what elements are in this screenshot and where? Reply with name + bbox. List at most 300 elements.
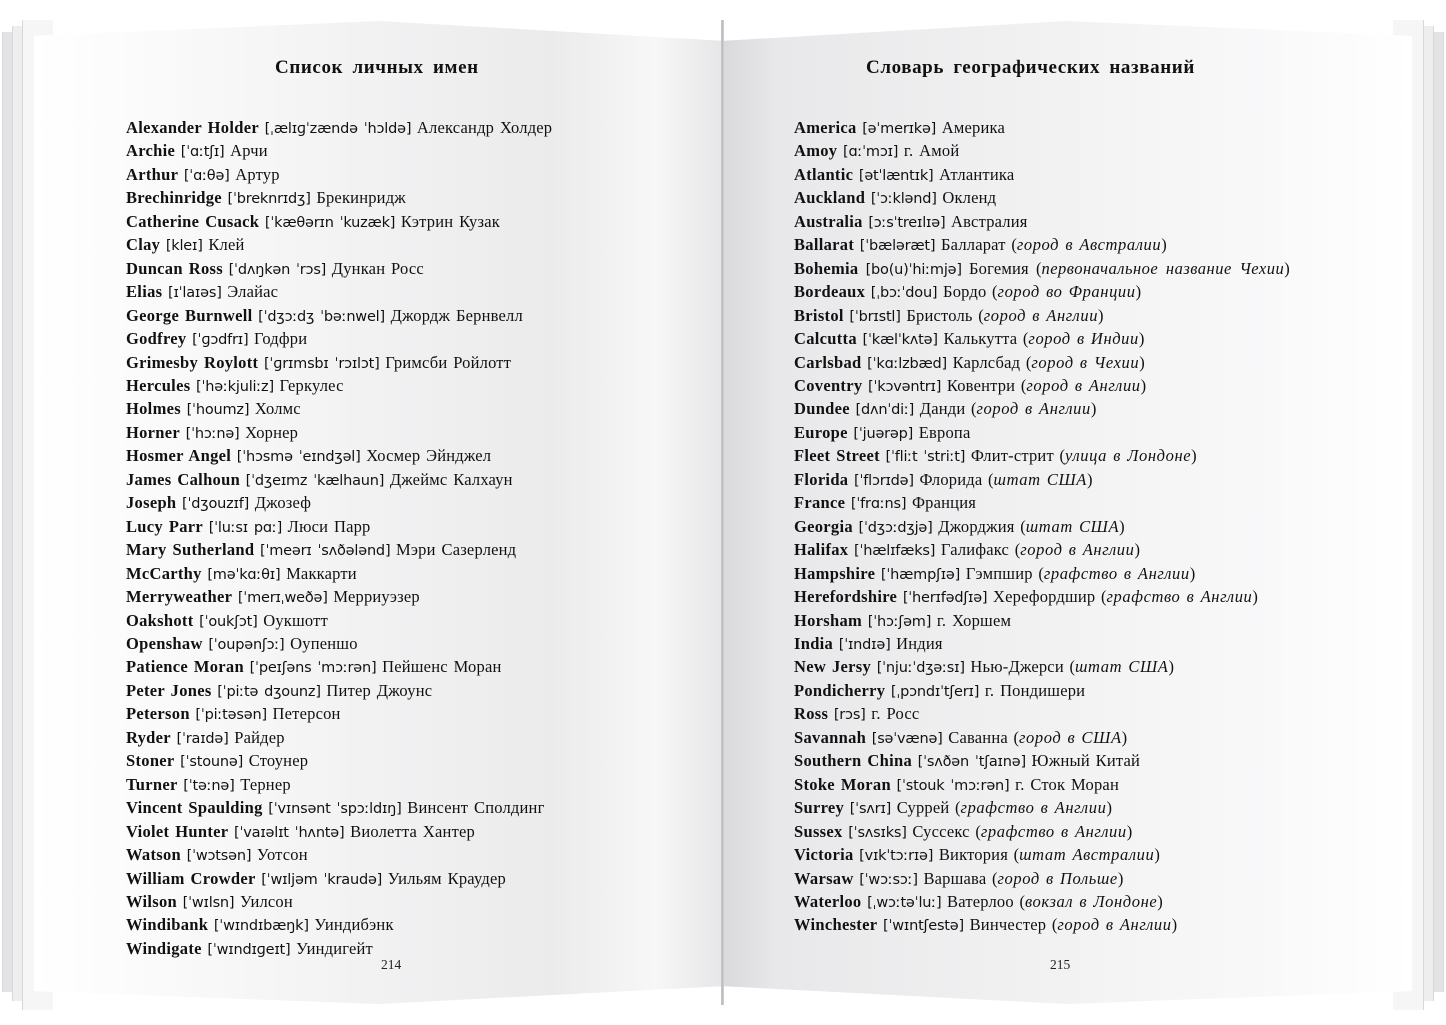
entry-term: Bohemia	[794, 258, 859, 278]
entry-transcription: [ˈdʒeɪmz ˈkælhaun]	[245, 472, 385, 489]
entry-term: Horner	[126, 422, 181, 442]
dictionary-entry	[126, 539, 686, 562]
dictionary-entry: Sussex [ˈsʌsɪks] Суссекс (графство в Англии)	[794, 821, 1133, 841]
entry-term: Catherine Cusack	[126, 211, 260, 231]
entry-term: Arthur	[126, 164, 179, 184]
entry-transcription: [ˈflɔrɪdə]	[853, 472, 914, 489]
dictionary-entry	[794, 164, 1339, 187]
dictionary-entry	[126, 656, 686, 679]
entry-translation: Элайас	[227, 282, 279, 302]
entry-translation: Балларат	[940, 235, 1006, 255]
entry-term: Windigate	[126, 938, 202, 958]
entry-translation: Бордо	[943, 282, 987, 302]
entry-transcription: [ˈoupənʃɔː]	[208, 636, 285, 653]
entry-translation: Джордж Бернвелл	[390, 305, 523, 325]
entry-term: Hampshire	[794, 563, 876, 583]
entry-transcription: [ˈsʌðən ˈtʃaɪnə]	[917, 754, 1026, 771]
entry-term: Wilson	[126, 891, 178, 911]
dictionary-entry	[794, 117, 1339, 140]
entry-term: William Crowder	[126, 868, 256, 888]
entry-transcription: [ˈpeɪʃəns ˈmɔːrən]	[249, 660, 377, 677]
entry-transcription: [ˈpiːtə dʒounz]	[217, 683, 321, 700]
dictionary-entry	[794, 492, 1339, 515]
dictionary-entry	[126, 281, 686, 304]
dictionary-entry	[126, 187, 686, 210]
dictionary-entry	[126, 492, 686, 515]
entry-transcription: [ˈsʌsɪks]	[848, 824, 907, 841]
entry-transcription: [ˈhælɪfæks]	[853, 543, 936, 560]
entry-translation: г. Росс	[871, 704, 920, 724]
entry-translation: Кэтрин Кузак	[400, 211, 500, 231]
entry-term: Peter Jones	[126, 680, 212, 700]
dictionary-entry	[794, 703, 1339, 726]
right-page-number: 215	[1050, 957, 1071, 972]
entry-term: Herefordshire	[794, 587, 898, 607]
entry-term: Carlsbad	[794, 352, 862, 372]
entry-translation: Оукшотт	[263, 610, 328, 630]
entry-term: Hercules	[126, 375, 191, 395]
entry-transcription: [ˈluːsɪ pɑː]	[208, 519, 283, 536]
dictionary-entry: Hampshire [ˈhæmpʃɪə] Гэмпшир (графство в Англии)	[794, 563, 1196, 583]
dictionary-entry	[794, 680, 1339, 703]
entry-transcription: [ˈhæmpʃɪə]	[880, 566, 961, 583]
entry-transcription: [əˈmerɪkə]	[862, 121, 937, 137]
entry-transcription: [bo(u)ˈhiːmjə]	[865, 261, 962, 278]
entry-term: America	[794, 118, 857, 137]
book-gutter	[721, 20, 724, 1005]
entry-term: George Burnwell	[126, 305, 253, 325]
entry-term: Archie	[126, 141, 176, 161]
entry-translation: Америка	[941, 118, 1006, 137]
entry-transcription: [ˈwɪljəm ˈkraudə]	[261, 871, 383, 888]
entry-translation: Винчестер	[969, 915, 1047, 935]
entry-note: город в Англии	[983, 305, 1099, 325]
dictionary-entry: Bristol [ˈbrɪstl] Бристоль (город в Англии)	[794, 305, 1104, 325]
entry-translation: Окленд	[942, 188, 997, 208]
dictionary-entry	[794, 774, 1339, 797]
entry-term: McCarthy	[126, 563, 202, 583]
dictionary-entry	[126, 774, 686, 797]
entry-transcription: [ɔːsˈtreɪlɪə]	[868, 214, 946, 231]
dictionary-entry	[126, 938, 686, 961]
entry-transcription: [ˈmeərɪ ˈsʌðələnd]	[260, 543, 391, 560]
dictionary-entry	[126, 117, 686, 140]
entry-transcription: [ˈkæθərɪn ˈkuzæk]	[264, 214, 396, 231]
dictionary-entry	[126, 516, 686, 539]
entry-note: город в Англии	[976, 399, 1091, 419]
entry-term: Fleet Street	[794, 446, 880, 466]
entry-translation: Варшава	[923, 868, 987, 888]
entry-transcription: [ˈwɪndɪbæŋk]	[213, 918, 309, 935]
entry-note: вокзал в Лондоне	[1024, 891, 1158, 911]
entry-transcription: [ˈɡɔdfrɪ]	[192, 332, 249, 349]
entry-translation: Флит-стрит	[970, 446, 1054, 466]
dictionary-entry	[126, 211, 686, 234]
entry-term: Brechinridge	[126, 188, 222, 208]
entry-transcription: [ˈoukʃɔt]	[199, 613, 258, 630]
entry-translation: г. Хоршем	[936, 610, 1012, 630]
dictionary-entry	[126, 234, 686, 257]
entry-transcription: [ˈdʒɔːdʒ ˈbəːnwel]	[258, 308, 385, 325]
entry-note: город в Австралии	[1016, 235, 1162, 255]
dictionary-entry: Bordeaux [ˌbɔːˈdou] Бордо (город во Франции)	[794, 282, 1142, 302]
entry-term: Florida	[794, 469, 849, 489]
dictionary-entry	[794, 633, 1339, 656]
entry-term: James Calhoun	[126, 469, 241, 489]
entry-translation: Клей	[208, 235, 245, 255]
dictionary-entry	[794, 610, 1339, 633]
dictionary-entry	[126, 398, 686, 421]
dictionary-entry	[794, 422, 1339, 445]
dictionary-entry	[126, 750, 686, 773]
dictionary-entry: Waterloo [ˌwɔːtəˈluː] Ватерлоо (вокзал в Лондоне)	[794, 891, 1163, 911]
entry-term: Stoner	[126, 751, 175, 771]
entry-transcription: [ˈpiːtəsən]	[195, 707, 267, 724]
entry-translation: Южный Китай	[1031, 751, 1141, 771]
entry-transcription: [ˌwɔːtəˈluː]	[867, 894, 942, 911]
entry-term: Alexander Holder	[126, 118, 259, 137]
entry-translation: Херефордшир	[993, 587, 1096, 607]
entry-term: India	[794, 633, 834, 653]
entry-term: Coventry	[794, 375, 863, 395]
entry-note: штат США	[1074, 657, 1169, 677]
entry-transcription: [ˈbreknrɪdʒ]	[227, 191, 311, 208]
dictionary-entry	[126, 727, 686, 750]
entry-transcription: [ˈhəːkjuliːz]	[196, 378, 274, 395]
entry-translation: Карлсбад	[952, 352, 1021, 372]
entry-transcription: [ˈwɔːsɔː]	[859, 871, 918, 888]
entry-transcription: [ˈkælˈkʌtə]	[862, 332, 938, 349]
entry-translation: Арчи	[230, 141, 268, 161]
entry-translation: Геркулес	[279, 375, 344, 395]
entry-note: город в США	[1019, 727, 1122, 747]
entry-note: первоначальное название Чехии	[1041, 258, 1285, 278]
entry-translation: Суссекс	[912, 821, 970, 841]
entry-translation: Холмс	[254, 399, 301, 419]
dictionary-entry	[126, 868, 686, 891]
dictionary-entry	[126, 680, 686, 703]
entry-term: New Jersy	[794, 657, 872, 677]
entry-translation: Саванна	[948, 727, 1008, 747]
entry-translation: Джорджия	[938, 516, 1015, 536]
dictionary-entry: Coventry [ˈkɔvəntrɪ] Ковентри (город в Англии)	[794, 375, 1147, 395]
entry-transcription: [ˈhɔsmə ˈeɪndʒəl]	[236, 449, 361, 466]
entry-transcription: [ˈkɔvəntrɪ]	[868, 378, 942, 395]
dictionary-entry	[126, 610, 686, 633]
entry-translation: Франция	[911, 493, 977, 513]
entry-translation: Калькутта	[943, 329, 1018, 349]
entry-transcription: [ˈvɪnsənt ˈspɔːldɪŋ]	[268, 801, 402, 818]
entry-transcription: [ˈsʌrɪ]	[849, 801, 892, 818]
entry-term: Patience Moran	[126, 657, 244, 677]
dictionary-entry	[126, 352, 686, 375]
personal-names-list	[126, 117, 686, 961]
entry-transcription: [ˈwɪntʃestə]	[882, 918, 964, 935]
entry-transcription: [ˈwɪlsn]	[182, 894, 235, 911]
entry-note: графство в Англии	[1106, 587, 1253, 607]
entry-term: Surrey	[794, 798, 845, 818]
entry-translation: Атлантика	[939, 164, 1015, 184]
entry-transcription: [ˌælɪɡˈzændə ˈhɔldə]	[264, 121, 412, 137]
entry-translation: Винсент Сполдинг	[407, 798, 545, 818]
entry-term: Victoria	[794, 845, 854, 865]
entry-term: Pondicherry	[794, 680, 886, 700]
entry-translation: Гримсби Ройлотт	[385, 352, 512, 372]
entry-term: Calcutta	[794, 329, 857, 349]
entry-term: France	[794, 493, 846, 513]
entry-translation: Уильям Краудер	[387, 868, 506, 888]
entry-translation: Мэри Сазерленд	[396, 540, 517, 560]
entry-term: Watson	[126, 845, 181, 865]
entry-transcription: [ˈstouk ˈmɔːrən]	[896, 777, 1010, 794]
entry-note: графство в Англии	[1043, 563, 1190, 583]
entry-translation: Петерсон	[272, 704, 341, 724]
dictionary-entry	[126, 914, 686, 937]
entry-transcription: [ˈɡrɪmsbɪ ˈrɔɪlɔt]	[263, 355, 380, 372]
entry-transcription: [səˈvænə]	[871, 730, 943, 747]
entry-term: Amoy	[794, 141, 838, 161]
entry-translation: Флорида	[919, 469, 983, 489]
entry-transcription: [ˈraɪdə]	[176, 730, 229, 747]
entry-translation: Виктория	[938, 845, 1008, 865]
entry-term: Duncan Ross	[126, 258, 223, 278]
dictionary-entry	[794, 211, 1339, 234]
entry-term: Openshaw	[126, 633, 203, 653]
entry-transcription: [ˈbrɪstl]	[849, 308, 901, 325]
entry-transcription: [ˈɑːθə]	[183, 167, 230, 184]
entry-term: Hosmer Angel	[126, 446, 232, 466]
dictionary-entry: Bohemia [bo(u)ˈhiːmjə] Богемия (первоначальное название Чехии)	[794, 258, 1290, 278]
entry-term: Peterson	[126, 704, 190, 724]
entry-term: Sussex	[794, 821, 843, 841]
entry-transcription: [ˈdʒɔːdʒjə]	[858, 519, 933, 536]
entry-note: город в Англии	[1026, 375, 1141, 395]
entry-translation: Австралия	[951, 211, 1028, 231]
entry-translation: Райдер	[234, 727, 285, 747]
entry-translation: Хосмер Эйнджел	[366, 446, 492, 466]
dictionary-entry: Carlsbad [ˈkɑːlzbæd] Карлсбад (город в Чехии)	[794, 352, 1145, 372]
entry-term: Clay	[126, 235, 161, 255]
entry-term: Waterloo	[794, 891, 862, 911]
entry-translation: г. Сток Моран	[1015, 774, 1119, 794]
dictionary-entry	[126, 375, 686, 398]
entry-transcription: [ˈɑːtʃɪ]	[180, 144, 225, 161]
entry-term: Merryweather	[126, 587, 233, 607]
entry-translation: Уотсон	[256, 845, 308, 865]
dictionary-entry	[126, 586, 686, 609]
entry-transcription: [dʌnˈdiː]	[855, 402, 915, 419]
entry-term: Winchester	[794, 915, 878, 935]
entry-term: Savannah	[794, 727, 867, 747]
entry-transcription: [ˈhɔːnə]	[185, 425, 240, 442]
entry-translation: Данди	[919, 399, 966, 419]
entry-translation: Джозеф	[254, 493, 312, 513]
entry-translation: Нью-Джерси	[970, 657, 1064, 677]
dictionary-entry: Savannah [səˈvænə] Саванна (город в США)	[794, 727, 1128, 747]
entry-note: штат США	[1025, 516, 1120, 536]
entry-term: Ballarat	[794, 235, 855, 255]
entry-note: город в Англии	[1020, 540, 1135, 560]
entry-note: графство в Англии	[960, 798, 1107, 818]
dictionary-entry	[126, 258, 686, 281]
entry-term: Ryder	[126, 727, 171, 747]
entry-term: Auckland	[794, 188, 866, 208]
dictionary-entry: Fleet Street [ˈfliːt ˈstriːt] Флит-стрит (улица в Лондоне)	[794, 446, 1197, 466]
dictionary-entry: Winchester [ˈwɪntʃestə] Винчестер (город в Англии)	[794, 915, 1178, 935]
entry-translation: Суррей	[896, 798, 950, 818]
entry-note: штат США	[993, 469, 1087, 489]
dictionary-entry	[794, 140, 1339, 163]
dictionary-entry: Surrey [ˈsʌrɪ] Суррей (графство в Англии)	[794, 798, 1112, 818]
entry-term: Atlantic	[794, 164, 854, 184]
dictionary-entry: Calcutta [ˈkælˈkʌtə] Калькутта (город в Индии)	[794, 329, 1145, 349]
entry-term: Windibank	[126, 915, 209, 935]
entry-translation: Маккарти	[286, 563, 357, 583]
dictionary-entry	[126, 469, 686, 492]
dictionary-entry: Georgia [ˈdʒɔːdʒjə] Джорджия (штат США)	[794, 516, 1125, 536]
entry-transcription: [ˈherɪfədʃɪə]	[902, 590, 988, 607]
entry-transcription: [ˈfliːt ˈstriːt]	[885, 449, 966, 466]
entry-term: Godfrey	[126, 329, 187, 349]
entry-translation: Богемия	[968, 258, 1029, 278]
entry-transcription: [ˈdʌŋkən ˈrɔs]	[228, 261, 327, 278]
dictionary-entry: Herefordshire [ˈherɪfədʃɪə] Херефордшир (графство в Англии)	[794, 587, 1258, 607]
dictionary-entry	[126, 305, 686, 328]
entry-term: Halifax	[794, 540, 849, 560]
entry-transcription: [ˈfrɑːns]	[850, 496, 907, 513]
left-page-heading: Список личных имен	[275, 57, 479, 78]
entry-note: город во Франции	[997, 282, 1136, 302]
entry-translation: г. Пондишери	[984, 680, 1086, 700]
entry-translation: Галифакс	[940, 540, 1010, 560]
entry-transcription: [ˌpɔndɪˈtʃerɪ]	[890, 683, 980, 700]
entry-transcription: [ˈhɔːʃəm]	[867, 613, 932, 630]
entry-transcription: [rɔs]	[833, 707, 866, 724]
dictionary-entry	[126, 891, 686, 914]
dictionary-entry: Dundee [dʌnˈdiː] Данди (город в Англии)	[794, 399, 1097, 419]
entry-translation: Уиндигейт	[296, 938, 373, 958]
entry-transcription: [ɑːˈmɔɪ]	[843, 144, 899, 161]
entry-term: Joseph	[126, 493, 177, 513]
entry-note: графство в Англии	[980, 821, 1127, 841]
dictionary-entry	[126, 328, 686, 351]
entry-translation: Александр Холдер	[416, 118, 553, 137]
entry-term: Ross	[794, 704, 829, 724]
entry-translation: Гэмпшир	[965, 563, 1033, 583]
entry-transcription: [ˈjuərəp]	[853, 425, 914, 442]
entry-transcription: [ˈbælərӕt]	[859, 238, 936, 255]
entry-translation: Европа	[918, 422, 971, 442]
entry-transcription: [ətˈlæntɪk]	[858, 167, 934, 184]
entry-note: город в Индии	[1028, 329, 1139, 349]
entry-transcription: [ɪˈlaɪəs]	[167, 285, 222, 302]
dictionary-entry	[126, 563, 686, 586]
entry-term: Europe	[794, 422, 848, 442]
entry-term: Stoke Moran	[794, 774, 891, 794]
entry-note: город в Англии	[1057, 915, 1172, 935]
entry-transcription: [kleɪ]	[165, 238, 203, 255]
entry-term: Violet Hunter	[126, 821, 229, 841]
dictionary-entry	[794, 750, 1339, 773]
entry-transcription: [ˈwɔtsən]	[186, 848, 252, 865]
entry-note: улица в Лондоне	[1065, 446, 1192, 466]
entry-translation: Уиндибэнк	[314, 915, 394, 935]
entry-translation: Стоунер	[248, 751, 309, 771]
dictionary-entry: Warsaw [ˈwɔːsɔː] Варшава (город в Польше)	[794, 868, 1124, 888]
entry-transcription: [ˌbɔːˈdou]	[870, 285, 938, 302]
entry-transcription: [ˈdʒouzɪf]	[182, 496, 250, 513]
dictionary-entry	[126, 797, 686, 820]
geographic-names-list	[794, 117, 1339, 938]
dictionary-entry	[126, 140, 686, 163]
entry-transcription: [ˈvaɪəlɪt ˈhʌntə]	[234, 824, 345, 841]
entry-term: Southern China	[794, 751, 913, 771]
dictionary-entry	[126, 703, 686, 726]
dictionary-entry: Halifax [ˈhælɪfæks] Галифакс (город в Англии)	[794, 540, 1141, 560]
dictionary-entry	[126, 821, 686, 844]
left-page-number: 214	[381, 957, 402, 972]
dictionary-entry	[126, 164, 686, 187]
entry-translation: Уилсон	[240, 891, 293, 911]
entry-transcription: [ˈkɑːlzbæd]	[867, 355, 947, 372]
dictionary-entry	[794, 187, 1339, 210]
entry-translation: Хорнер	[245, 422, 299, 442]
entry-translation: Ватерлоо	[947, 891, 1014, 911]
entry-term: Bordeaux	[794, 282, 866, 302]
dictionary-entry	[126, 445, 686, 468]
right-page-heading: Словарь географических названий	[866, 57, 1195, 78]
entry-note: штат Австралии	[1019, 845, 1155, 865]
entry-term: Lucy Parr	[126, 516, 204, 536]
entry-translation: Оупеншо	[290, 633, 358, 653]
dictionary-entry: Florida [ˈflɔrɪdə] Флорида (штат США)	[794, 469, 1093, 489]
entry-translation: Дункан Росс	[331, 258, 424, 278]
entry-translation: Виолетта Хантер	[350, 821, 475, 841]
entry-translation: Артур	[235, 164, 280, 184]
entry-term: Bristol	[794, 305, 844, 325]
entry-term: Elias	[126, 282, 163, 302]
entry-translation: Пейшенс Моран	[382, 657, 502, 677]
dictionary-entry: Victoria [vɪkˈtɔːrɪə] Виктория (штат Австралии)	[794, 845, 1160, 865]
entry-term: Horsham	[794, 610, 863, 630]
entry-translation: Питер Джоунс	[326, 680, 433, 700]
entry-transcription: [ˈtəːnə]	[183, 777, 235, 794]
entry-term: Holmes	[126, 399, 181, 419]
entry-translation: Ковентри	[946, 375, 1016, 395]
entry-transcription: [ˈɔːklənd]	[870, 191, 937, 208]
entry-transcription: [ˈwɪndɪɡeɪt]	[207, 941, 291, 958]
entry-translation: Джеймс Калхаун	[389, 469, 513, 489]
entry-transcription: [məˈkɑːθɪ]	[207, 566, 281, 583]
entry-term: Oakshott	[126, 610, 194, 630]
entry-term: Grimesby Roylott	[126, 352, 259, 372]
entry-transcription: [ˈnjuːˈdʒəːsɪ]	[876, 660, 965, 677]
entry-transcription: [vɪkˈtɔːrɪə]	[859, 848, 934, 865]
dictionary-entry	[126, 844, 686, 867]
entry-translation: Индия	[896, 633, 943, 653]
entry-translation: Брекинридж	[316, 188, 406, 208]
entry-translation: Тернер	[240, 774, 291, 794]
entry-translation: Годфри	[254, 329, 308, 349]
entry-term: Vincent Spaulding	[126, 798, 263, 818]
entry-translation: г. Амой	[903, 141, 960, 161]
dictionary-entry: New Jersy [ˈnjuːˈdʒəːsɪ] Нью-Джерси (штат США)	[794, 657, 1174, 677]
entry-term: Dundee	[794, 399, 850, 419]
entry-term: Australia	[794, 211, 863, 231]
entry-transcription: [ˈɪndɪə]	[838, 636, 891, 653]
entry-translation: Мерриуэзер	[333, 587, 420, 607]
entry-translation: Люси Парр	[287, 516, 371, 536]
